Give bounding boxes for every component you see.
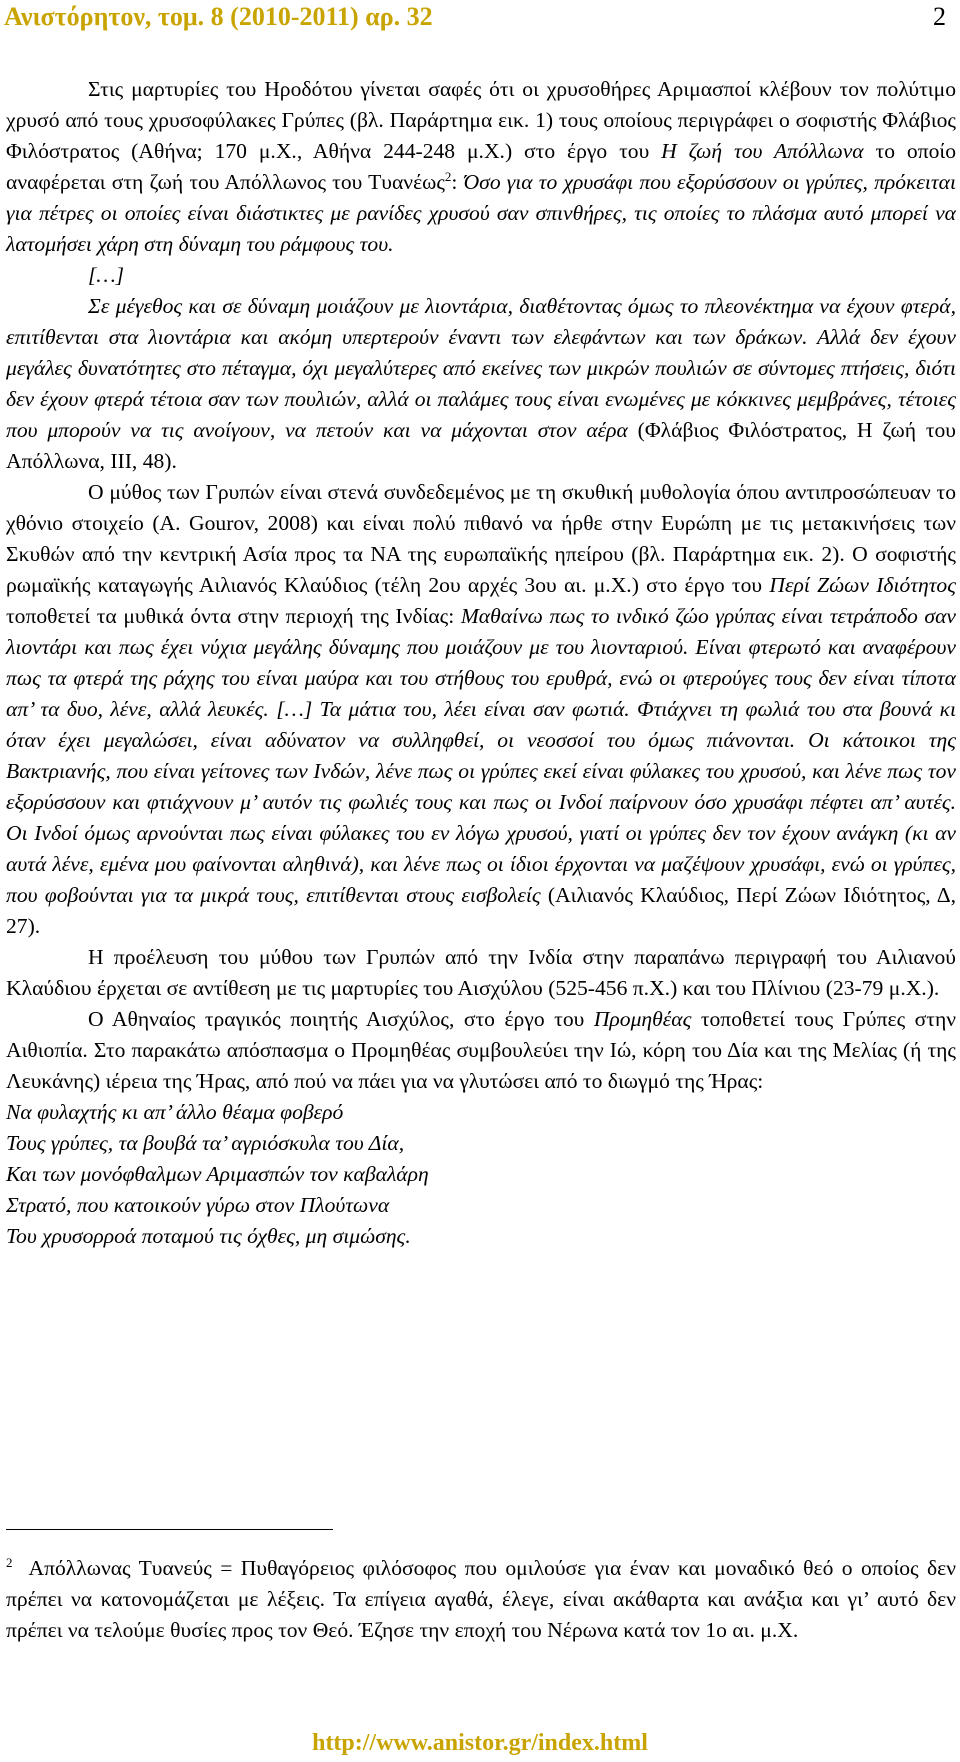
citation: (Φλάβιος Φιλόστρατος, Η ζωή του Απόλλωνα, ΙΙΙ, 48). [6, 418, 956, 473]
verse-line: Τους γρύπες, τα βουβά τα’ αγριόσκυλα του Δία, [6, 1131, 405, 1155]
page-header [0, 2, 960, 42]
verse-line: Στρατό, που κατοικούν γύρω στον Πλούτωνα [6, 1193, 390, 1217]
footnote-number: 2 [6, 1554, 13, 1570]
text-run: Ο μύθος των Γρυπών είναι στενά συνδεδεμένος με τη σκυθική μυθολογία όπου αντιπροσώπευαν το χθόνιο στοιχείο (A. Gourov, 2008) και είναι πολύ πιθανό να ήρθε στην Ευρώπη με τις μετακινήσεις των Σκυθών από την κεντρική Ασία προς τα ΝΑ της ευρωπαϊκής ηπείρου (βλ. Παράρτημα εικ. 2). Ο σοφιστής ρωμαϊκής καταγωγής Αιλιανός Κλαύδιος (τέλη 2ου αρχές 3ου αι. μ.Χ.) στο έργο του [6, 480, 956, 597]
paragraph-1 [6, 74, 956, 260]
quote: Σε μέγεθος και σε δύναμη μοιάζουν με λιοντάρια, διαθέτοντας όμως το πλεονέκτημα να έχουν φτερά, επιτίθενται στα λιοντάρια και ακόμη υπερτερούν έναντι των ελεφάντων και των δράκων. Αλλά δεν έχουν μεγάλες δυνατότητες στο πέταγμα, όχι μεγαλύτερες από εκείνες των μικρών πουλιών σε σύντομες πτήσεις, διότι δεν έχουν φτερά τέτοια σαν των πουλιών, αλλά οι παλάμες τους είναι ενωμένες με κόκκινες μεμβράνες, τέτοιες που μπορούν να τις ανοίγουν, να πετούν και να μάχονται στον αέρα [6, 294, 956, 442]
page-number: 2 [933, 2, 946, 31]
text-run: Ο Αθηναίος τραγικός ποιητής Αισχύλος, στο έργο του [88, 1007, 594, 1031]
quote: Όσο για το χρυσάφι που εξορύσσουν οι γρύπες, πρόκειται για πέτρες οι οποίες είναι διάστικτες με ρανίδες χρυσού σαν σπινθήρες, τις οποίες το πλάσμα αυτό μπορεί να λατομήσει χάρη στη δύναμη του ράμφους του. [6, 170, 956, 256]
text-run: τοποθετεί τους Γρύπες στην Αιθιοπία. Στο παρακάτω απόσπασμα ο Προμηθέας συμβουλεύει την Ιώ, κόρη του Δία και της Μελίας (ή της Λευκάνης) ιέρεια της Ήρας, από πού να πάει για να γλυτώσει από το διωγμό της Ήρας: [6, 1007, 957, 1093]
paragraph-5 [6, 1004, 956, 1097]
verse-line: Και των μονόφθαλμων Αριμασπών τον καβαλάρη [6, 1162, 429, 1186]
footnote-marker: 2 [444, 168, 452, 184]
text-run: το οποίο αναφέρεται στη ζωή του Απόλλωνος του Τυανέως [6, 139, 956, 194]
paragraph-3 [6, 477, 956, 942]
footer-link[interactable]: http://www.anistor.gr/index.html [312, 1730, 648, 1756]
footnote-divider [6, 1529, 333, 1530]
quote: Μαθαίνω πως το ινδικό ζώο γρύπας είναι τετράποδο σαν λιοντάρι και πως έχει νύχια μεγάλης δύναμης που μοιάζουν με του λιονταριού. Είναι φτερωτό και αναφέρουν πως τα φτερά της ράχης του είναι μαύρα και του στήθους του ερυθρά, ενώ οι φτερούγες τους δεν είναι τίποτα απ’ τα δυο, λένε, αλλά λευκές. […] Τα μάτια του, λέει είναι σαν φωτιά. Φτιάχνει τη φωλιά του στα βουνά κι όταν έχει μεγαλώσει, είναι αδύνατον να συλληφθεί, οι νεοσσοί του όμως πιάνονται. Οι κάτοικοι της Βακτριανής, που είναι γείτονες των Ινδών, λένε πως οι γρύπες εκεί είναι φύλακες του χρυσού, και λένε πως τον εξορύσσουν και φτιάχνουν μ’ αυτόν τις φωλιές τους και πως οι Ινδοί παίρνουν όσο χρυσάφι πέφτει απ’ αυτές. Οι Ινδοί όμως αρνούνται πως είναι φύλακες του εν λόγω χρυσού, γιατί οι γρύπες δεν τον έχουν ανάγκη (κι αν αυτά λένε, εμένα μου φαίνονται αληθινά), και λένε πως οι ίδιοι έρχονται να μαζέψουν χρυσάφι, ενώ οι γρύπες, που φοβούνται για τα μικρά τους, επιτίθενται στους εισβολείς [6, 604, 956, 907]
citation: (Αιλιανός Κλαύδιος, Περί Ζώων Ιδιότητος, Δ, 27). [6, 883, 956, 938]
text-run: Στις μαρτυρίες του Ηροδότου γίνεται σαφές ότι οι χρυσοθήρες Αριμασποί κλέβουν τον πολύτιμο χρυσό από τους χρυσοφύλακες Γρύπες (βλ. Παράρτημα εικ. 1) τους οποίους περιγράφει ο σοφιστής Φλάβιος Φιλόστρατος (Αθήνα; 170 μ.Χ., Αθήνα 244-248 μ.Χ.) στο έργο του [6, 77, 956, 163]
journal-title: Ανιστόρητον, τομ. 8 (2010-2011) αρ. 32 [4, 2, 433, 31]
footnote [6, 1553, 956, 1646]
work-title: Προμηθέας [593, 1007, 692, 1031]
verse-line: Του χρυσορροά ποταμού τις όχθες, μη σιμώσης. [6, 1224, 411, 1248]
text-run: τοποθετεί τα μυθικά όντα στην περιοχή της Ινδίας: [6, 604, 461, 628]
work-title: Η ζωή του Απόλλωνα [661, 139, 864, 163]
verse-line: Να φυλαχτής κι απ’ άλλο θέαμα φοβερό [6, 1100, 344, 1124]
paragraph-4: Η προέλευση του μύθου των Γρυπών από την Ινδία στην παραπάνω περιγραφή του Αιλιανού Κλαύδιου έρχεται σε αντίθεση με τις μαρτυρίες του Αισχύλου (525-456 π.Χ.) και του Πλίνιου (23-79 μ.Χ.). [6, 945, 956, 1000]
ellipsis-marker: […] [88, 263, 125, 287]
footnote-text: Απόλλωνας Τυανεύς = Πυθαγόρειος φιλόσοφος που ομιλούσε για έναν και μοναδικό θεό ο οποίος δεν πρέπει να κατονομάζεται με λέξεις. Τα επίγεια αγαθά, έλεγε, είναι ακάθαρτα και ανάξια και γι’ αυτό δεν πρέπει να τελούμε θυσίες προς τον Θεό. Έζησε την εποχή του Νέρωνα κατά τον 1ο αι. μ.Χ. [6, 1556, 956, 1642]
verse-block [6, 1097, 956, 1252]
main-text [6, 74, 956, 1252]
work-title: Περί Ζώων Ιδιότητος [769, 573, 956, 597]
paragraph-2 [6, 291, 956, 477]
text-run: : [451, 170, 464, 194]
